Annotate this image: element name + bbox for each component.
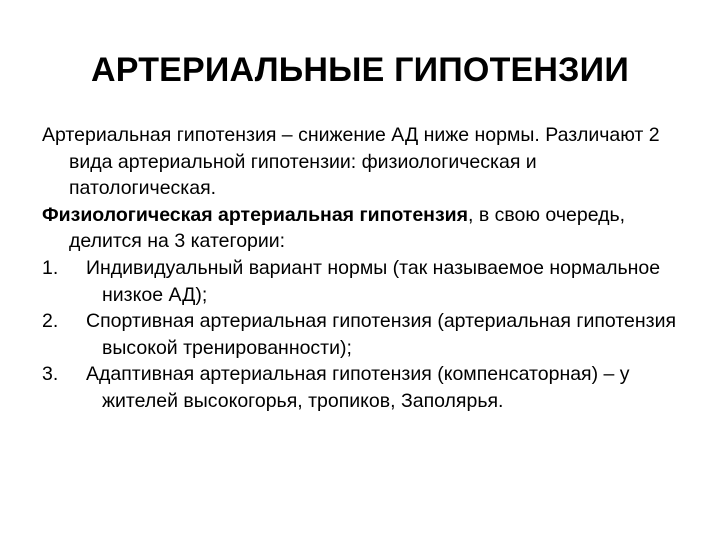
list-item-number: 2. (42, 310, 59, 333)
list-item-text: Спортивная артериальная гипотензия (артериальная гипотензия высокой тренированности); (86, 310, 677, 359)
physiological-term: Физиологическая артериальная гипотензия (42, 203, 469, 226)
list-item-text: Адаптивная артериальная гипотензия (компенсаторная) – у жителей высокогорья, тропиков, Заполярья. (86, 363, 630, 412)
intro-paragraph: Артериальная гипотензия – снижение АД ниже нормы. Различают 2 вида артериальной гипотензии: физиологическая и патологическая. (42, 124, 660, 200)
list-item-number: 1. (42, 256, 59, 279)
list-item-1 (42, 255, 682, 308)
list-item-text: Индивидуальный вариант нормы (так называемое нормальное низкое АД); (86, 256, 661, 306)
physiological-paragraph (42, 202, 682, 255)
list-item-3 (42, 361, 682, 414)
list-item-number: 3. (42, 363, 59, 386)
list-item-2 (42, 308, 682, 361)
slide-body (42, 122, 682, 415)
slide-title: АРТЕРИАЛЬНЫЕ ГИПОТЕНЗИИ (91, 51, 629, 89)
physiological-rest: , в свою очередь, делится на 3 категории: (69, 203, 626, 253)
